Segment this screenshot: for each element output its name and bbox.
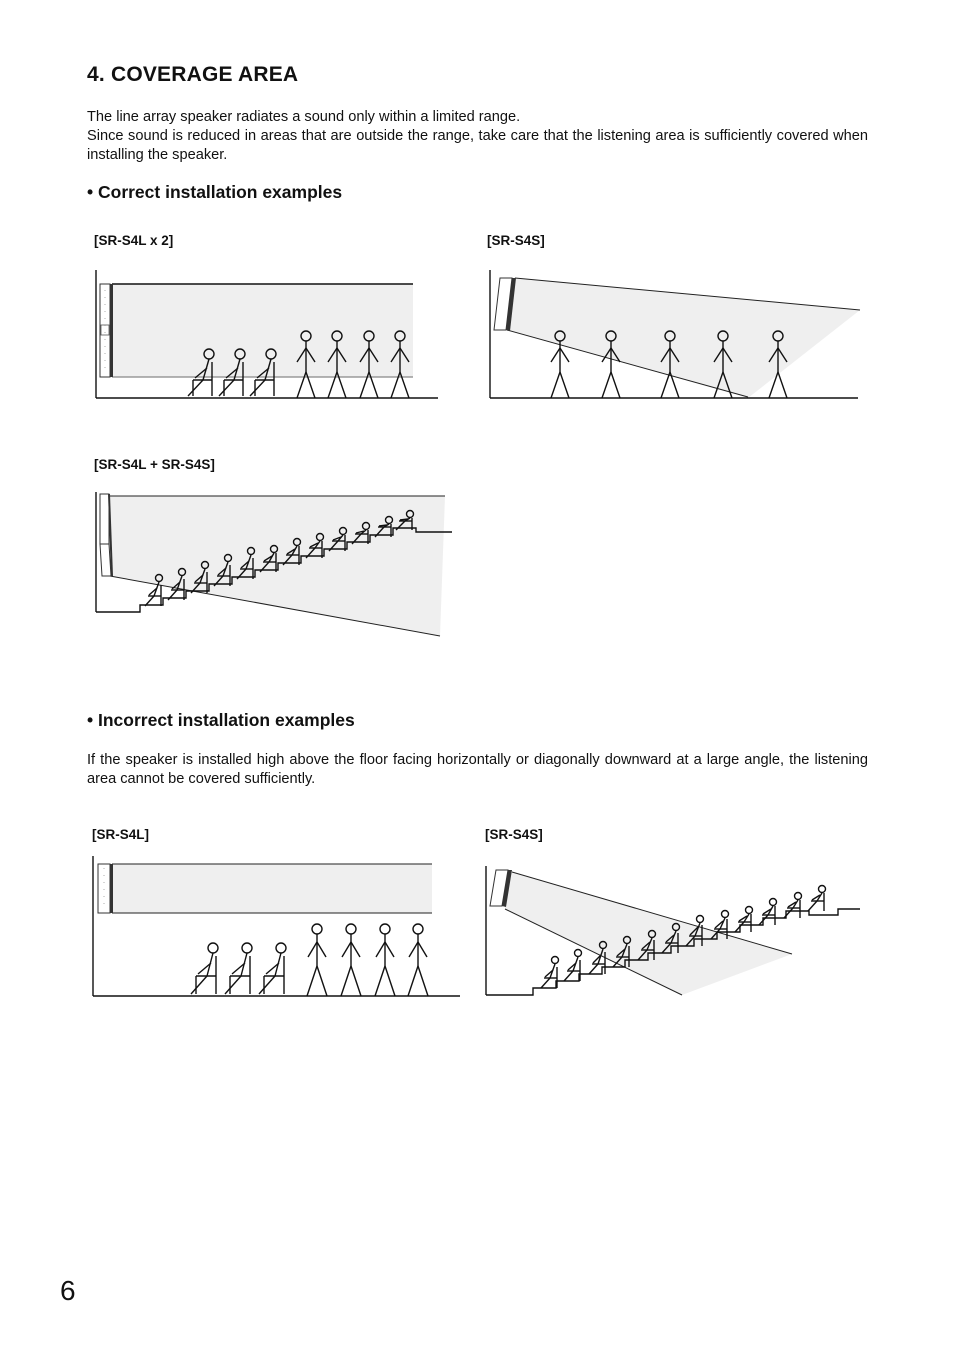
incorrect-description: If the speaker is installed high above the floor facing horizontally or diagonally downward at a large angle, the listening area cannot be covered sufficiently. (87, 752, 868, 787)
diagram-label-sr-s4l: [SR-S4L] (92, 827, 149, 842)
diagram-label-sr-s4s-incorrect: [SR-S4S] (485, 827, 543, 842)
incorrect-heading: • Incorrect installation examples (87, 710, 355, 730)
seated-person-icon (808, 886, 826, 912)
diagram-label-sr-s4s: [SR-S4S] (487, 233, 545, 248)
intro-line-2: Since sound is reduced in areas that are outside the range, take care that the listening area is sufficiently covered when installing the speaker. (87, 128, 868, 163)
intro-line-1: The line array speaker radiates a sound only within a limited range. (87, 109, 521, 125)
seated-person-icon (735, 907, 753, 933)
seated-person-icon (759, 899, 777, 926)
page-title: 4. COVERAGE AREA (87, 63, 299, 86)
diagram-label-sr-s4l-plus-sr-s4s: [SR-S4L + SR-S4S] (94, 457, 215, 472)
page-number: 6 (60, 1275, 76, 1306)
seated-person-icon (784, 893, 802, 919)
diagram-label-sr-s4l-x2: [SR-S4L x 2] (94, 233, 174, 248)
correct-heading: • Correct installation examples (87, 182, 343, 202)
